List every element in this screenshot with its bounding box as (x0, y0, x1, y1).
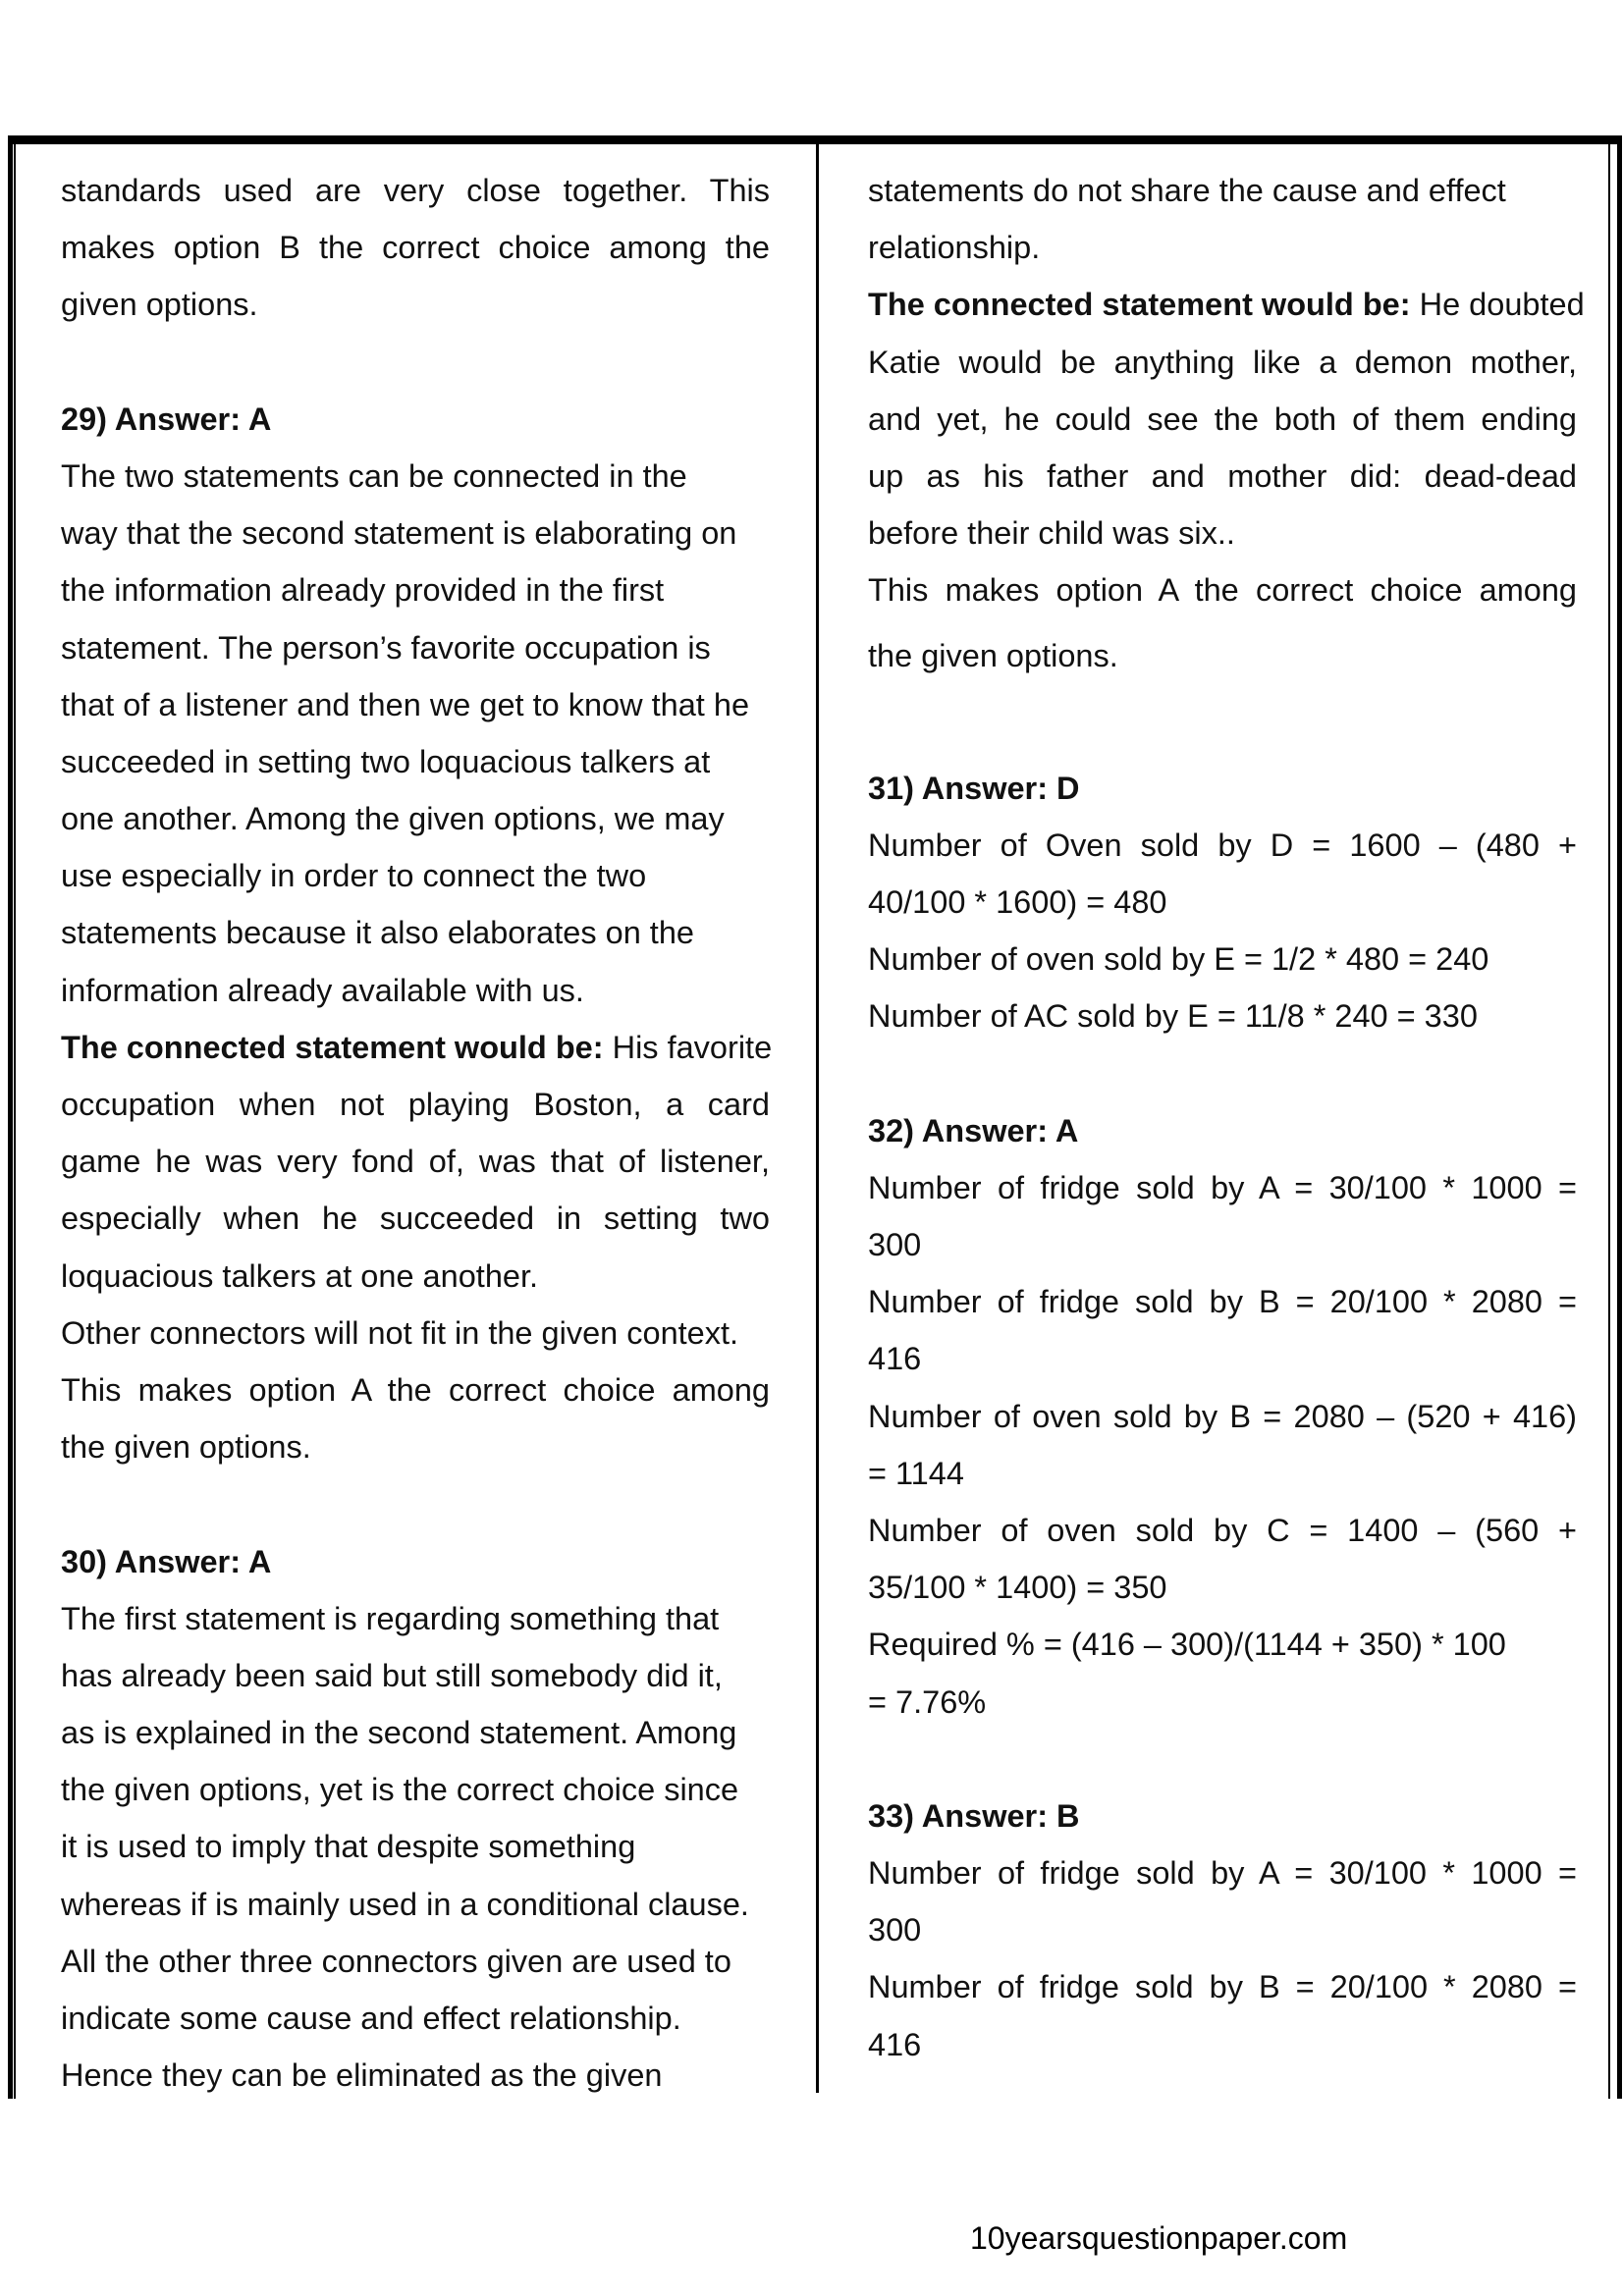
text-line: 416 (868, 2026, 922, 2062)
text-line: the given options. (61, 1429, 311, 1466)
left-column (61, 162, 773, 2104)
text-line: statement. The person’s favorite occupation is (61, 629, 711, 666)
connected-statement-start: He doubted (1419, 287, 1585, 323)
text-line: especially when he succeeded in setting two (61, 1201, 770, 1237)
text-line: Number of fridge sold by A = 30/100 * 1000 = (868, 1855, 1577, 1892)
text-line: Number of fridge sold by B = 20/100 * 2080 = (868, 1284, 1577, 1320)
text-line: Katie would be anything like a demon mother, (868, 344, 1577, 380)
text-line: the given options. (868, 637, 1118, 673)
text-line: Hence they can be eliminated as the given (61, 2057, 663, 2094)
text-line: statements do not share the cause and effect (868, 173, 1506, 208)
text-line: This makes option A the correct choice among (61, 1371, 770, 1408)
text-line: Number of oven sold by B = 2080 – (520 + 416) (868, 1398, 1577, 1434)
text-line: as is explained in the second statement. Among (61, 1715, 737, 1751)
answer-heading-33: 33) Answer: B (868, 1797, 1080, 1834)
connected-statement-label: The connected statement would be: (61, 1029, 604, 1065)
text-line: indicate some cause and effect relationship. (61, 2001, 681, 2036)
text-line: and yet, he could see the both of them ending (868, 400, 1577, 437)
text-line: loquacious talkers at one another. (61, 1257, 539, 1294)
right-column (868, 162, 1585, 2073)
text-line: Number of Oven sold by D = 1600 – (480 + (868, 827, 1577, 863)
column-divider (816, 144, 819, 2093)
text-line: Other connectors will not fit in the given context. (61, 1314, 739, 1351)
connected-statement-label: The connected statement would be: (868, 287, 1411, 323)
text-line: given options. (61, 287, 258, 323)
text-line: Number of oven sold by E = 1/2 * 480 = 240 (868, 941, 1489, 978)
connected-statement-line (868, 276, 1585, 333)
paragraph-gap (868, 1044, 1577, 1101)
text-line: This makes option A the correct choice among (868, 572, 1577, 609)
text-line: All the other three connectors given are used to (61, 1943, 731, 1979)
frame-inner-left-rule (14, 135, 16, 2099)
text-line: the information already provided in the first (61, 572, 665, 609)
text-line: it is used to imply that despite something (61, 1829, 636, 1865)
text-line: that of a listener and then we get to know that he (61, 686, 750, 722)
text-line: before their child was six.. (868, 515, 1235, 552)
text-line: use especially in order to connect the two (61, 858, 647, 894)
paragraph-gap (868, 1731, 1577, 1788)
text-line: statements because it also elaborates on the (61, 915, 694, 951)
text-line: has already been said but still somebody did it, (61, 1657, 723, 1693)
text-line: standards used are very close together. This (61, 173, 770, 208)
text-line: Number of oven sold by C = 1400 – (560 + (868, 1512, 1577, 1548)
text-line: Number of AC sold by E = 11/8 * 240 = 330 (868, 998, 1478, 1035)
answer-heading-29: 29) Answer: A (61, 400, 272, 437)
text-line: the given options, yet is the correct choice since (61, 1772, 739, 1808)
text-line: one another. Among the given options, we may (61, 801, 725, 837)
text-line: 35/100 * 1400) = 350 (868, 1570, 1167, 1606)
text-line: 300 (868, 1912, 922, 1949)
text-line: The first statement is regarding something that (61, 1600, 720, 1636)
text-line: Number of fridge sold by B = 20/100 * 2080 = (868, 1969, 1577, 2005)
text-line: Required % = (416 – 300)/(1144 + 350) * 100 (868, 1627, 1506, 1663)
paragraph-gap (868, 693, 1577, 760)
connected-statement-line (61, 1019, 773, 1076)
frame-inner-right-rule (1608, 135, 1610, 2099)
text-line: 40/100 * 1600) = 480 (868, 883, 1167, 920)
text-line: game he was very fond of, was that of listener, (61, 1144, 770, 1180)
text-line: 300 (868, 1227, 922, 1262)
paragraph-gap (61, 334, 770, 391)
text-line: succeeded in setting two loquacious talkers at (61, 743, 711, 779)
footer-website: 10yearsquestionpaper.com (970, 2220, 1348, 2256)
text-line: The two statements can be connected in the (61, 457, 687, 494)
answer-heading-31: 31) Answer: D (868, 770, 1080, 806)
text-line: = 7.76% (868, 1683, 987, 1720)
text-line: way that the second statement is elaborating on (61, 515, 737, 552)
text-line: 416 (868, 1341, 922, 1377)
text-line: relationship. (868, 230, 1041, 266)
text-line: occupation when not playing Boston, a card (61, 1087, 770, 1122)
paragraph-gap (61, 1475, 770, 1532)
text-line: up as his father and mother did: dead-dead (868, 457, 1577, 494)
text-line: whereas if is mainly used in a conditional clause. (61, 1886, 749, 1922)
answer-heading-30: 30) Answer: A (61, 1543, 272, 1579)
connected-statement-start: His favorite (612, 1029, 773, 1065)
text-line: = 1144 (868, 1455, 964, 1491)
text-line: information already available with us. (61, 972, 584, 1008)
text-line: Number of fridge sold by A = 30/100 * 1000 = (868, 1169, 1577, 1205)
answer-heading-32: 32) Answer: A (868, 1112, 1079, 1148)
text-line: makes option B the correct choice among the (61, 230, 770, 266)
